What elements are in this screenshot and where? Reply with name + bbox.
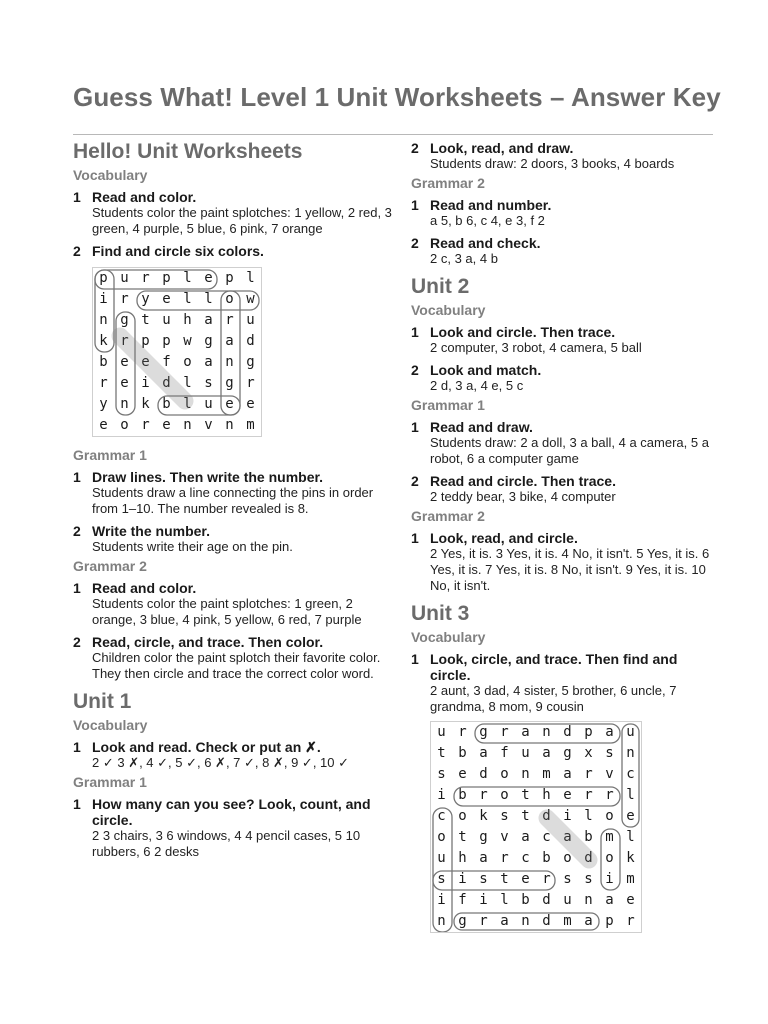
wordsearch-letter: i bbox=[479, 892, 488, 908]
wordsearch-letter: k bbox=[626, 850, 635, 866]
exercise-answer: Students color the paint splotches: 1 green, 2 orange, 3 blue, 4 pink, 5 yellow, 6 red, 7 purple bbox=[92, 596, 362, 627]
wordsearch-letter: a bbox=[605, 724, 614, 740]
exercise-instruction: Look, read, and circle. bbox=[430, 530, 578, 546]
wordsearch-letter: l bbox=[183, 291, 192, 307]
title-divider bbox=[73, 134, 713, 135]
wordsearch-letter: e bbox=[246, 396, 255, 412]
wordsearch-letter: r bbox=[500, 724, 509, 740]
wordsearch-letter: f bbox=[458, 892, 467, 908]
left-column bbox=[73, 140, 393, 860]
wordsearch-letter: u bbox=[246, 312, 255, 328]
wordsearch-letter: a bbox=[500, 913, 509, 929]
wordsearch-letter: a bbox=[225, 333, 234, 349]
exercise-answer: 2 Yes, it is. 3 Yes, it is. 4 No, it isn't. 5 Yes, it is. 6 Yes, it is. 7 Yes, it is. 8 No, it isn't. 9 Yes, it is. 10 No, it isn't. bbox=[430, 546, 710, 593]
exercise-number: 2 bbox=[73, 634, 81, 650]
wordsearch-letter: o bbox=[563, 850, 572, 866]
wordsearch-letter: b bbox=[162, 396, 171, 412]
exercise-instruction: Write the number. bbox=[92, 523, 210, 539]
exercise-number: 2 bbox=[411, 473, 419, 489]
wordsearch-letter: n bbox=[521, 766, 530, 782]
wordsearch-letter: r bbox=[605, 787, 614, 803]
exercise-item bbox=[411, 235, 711, 267]
unit2-grammar2-heading: Grammar 2 bbox=[411, 508, 485, 524]
wordsearch-letter: e bbox=[204, 270, 213, 286]
wordsearch-letter: i bbox=[141, 375, 150, 391]
wordsearch-letter: e bbox=[120, 354, 129, 370]
wordsearch-letter: d bbox=[246, 333, 255, 349]
wordsearch-letter: b bbox=[458, 745, 467, 761]
exercise-number: 2 bbox=[411, 362, 419, 378]
exercise-item bbox=[411, 530, 711, 594]
wordsearch-letter: l bbox=[204, 291, 213, 307]
wordsearch-letter: m bbox=[605, 829, 614, 845]
right-column bbox=[411, 140, 711, 943]
wordsearch-letter: r bbox=[542, 871, 551, 887]
wordsearch-letter: g bbox=[120, 312, 129, 328]
wordsearch-letter: n bbox=[120, 396, 129, 412]
wordsearch-letter: t bbox=[141, 312, 150, 328]
wordsearch-letter: c bbox=[626, 766, 635, 782]
exercise-item bbox=[73, 634, 393, 682]
wordsearch-letter: p bbox=[225, 270, 234, 286]
exercise-answer: Children color the paint splotch their favorite color. They then circle and trace the correct color word. bbox=[92, 650, 381, 681]
unit1-vocabulary-heading: Vocabulary bbox=[73, 717, 148, 733]
wordsearch-letter: r bbox=[500, 850, 509, 866]
wordsearch-letter: m bbox=[563, 913, 572, 929]
wordsearch-letter: r bbox=[479, 913, 488, 929]
wordsearch-letter: o bbox=[437, 829, 446, 845]
exercise-number: 1 bbox=[411, 651, 419, 667]
wordsearch-letter: b bbox=[99, 354, 108, 370]
exercise-number: 1 bbox=[73, 189, 81, 205]
wordsearch-letter: i bbox=[605, 871, 614, 887]
unit1-grammar1-heading: Grammar 1 bbox=[73, 774, 147, 790]
wordsearch-letter: g bbox=[563, 745, 572, 761]
wordsearch-letter: d bbox=[162, 375, 171, 391]
wordsearch-letter: r bbox=[246, 375, 255, 391]
wordsearch-letter: a bbox=[563, 766, 572, 782]
exercise-number: 1 bbox=[73, 739, 81, 755]
exercise-item bbox=[411, 362, 711, 394]
wordsearch-letter: b bbox=[458, 787, 467, 803]
wordsearch-letter: u bbox=[626, 724, 635, 740]
wordsearch-letter: p bbox=[99, 270, 108, 286]
exercise-instruction: Draw lines. Then write the number. bbox=[92, 469, 324, 485]
wordsearch-letter: s bbox=[563, 871, 572, 887]
exercise-instruction: Find and circle six colors. bbox=[92, 243, 264, 259]
wordsearch-letter: r bbox=[584, 787, 593, 803]
exercise-number: 2 bbox=[73, 523, 81, 539]
page-title: Guess What! Level 1 Unit Worksheets – Answer Key bbox=[73, 82, 721, 112]
exercise-item bbox=[73, 739, 393, 771]
wordsearch-letter: h bbox=[458, 850, 467, 866]
wordsearch-letter: a bbox=[521, 724, 530, 740]
exercise-instruction: How many can you see? Look, count, and circle. bbox=[92, 796, 371, 828]
wordsearch-letter: a bbox=[479, 850, 488, 866]
wordsearch-letter: m bbox=[626, 871, 635, 887]
wordsearch-letter: l bbox=[183, 270, 192, 286]
wordsearch-letter: f bbox=[162, 354, 171, 370]
wordsearch-letter: g bbox=[458, 913, 467, 929]
wordsearch-letter: n bbox=[437, 913, 446, 929]
wordsearch-letter: d bbox=[479, 766, 488, 782]
grammar2-heading: Grammar 2 bbox=[73, 558, 147, 574]
exercise-number: 2 bbox=[73, 243, 81, 259]
exercise-item bbox=[73, 243, 393, 259]
wordsearch-letter: l bbox=[500, 892, 509, 908]
wordsearch-letter: h bbox=[542, 787, 551, 803]
wordsearch-letter: u bbox=[204, 396, 213, 412]
wordsearch-letter: a bbox=[563, 829, 572, 845]
wordsearch-letter: t bbox=[437, 745, 446, 761]
wordsearch-letter: e bbox=[162, 417, 171, 433]
wordsearch-letter: c bbox=[542, 829, 551, 845]
exercise-answer: 2 aunt, 3 dad, 4 sister, 5 brother, 6 uncle, 7 grandma, 8 mom, 9 cousin bbox=[430, 683, 677, 714]
wordsearch-letter: r bbox=[458, 724, 467, 740]
wordsearch-letter: l bbox=[183, 375, 192, 391]
wordsearch-letter: o bbox=[458, 808, 467, 824]
wordsearch-letter: s bbox=[479, 871, 488, 887]
wordsearch-letter: o bbox=[500, 766, 509, 782]
wordsearch-letter: e bbox=[626, 892, 635, 908]
wordsearch-letter: e bbox=[458, 766, 467, 782]
wordsearch-letter: s bbox=[500, 808, 509, 824]
exercise-item bbox=[411, 473, 711, 505]
wordsearch-letter: r bbox=[120, 291, 129, 307]
wordsearch-letter: u bbox=[563, 892, 572, 908]
wordsearch-letter: p bbox=[605, 913, 614, 929]
wordsearch-letter: k bbox=[479, 808, 488, 824]
wordsearch-letter: i bbox=[99, 291, 108, 307]
wordsearch-letter: h bbox=[183, 312, 192, 328]
exercise-answer: 2 c, 3 a, 4 b bbox=[430, 251, 498, 266]
wordsearch-letter: s bbox=[204, 375, 213, 391]
exercise-answer: Students draw a line connecting the pins in order from 1–10. The number revealed is 8. bbox=[92, 485, 374, 516]
wordsearch-letter: e bbox=[99, 417, 108, 433]
wordsearch-letter: a bbox=[605, 892, 614, 908]
wordsearch-letter: l bbox=[626, 787, 635, 803]
exercise-item bbox=[411, 651, 711, 715]
wordsearch-letter: r bbox=[99, 375, 108, 391]
wordsearch-letter: c bbox=[437, 808, 446, 824]
exercise-answer: 2 computer, 3 robot, 4 camera, 5 ball bbox=[430, 340, 642, 355]
wordsearch-letter: o bbox=[120, 417, 129, 433]
exercise-instruction: Read and draw. bbox=[430, 419, 533, 435]
wordsearch-letter: d bbox=[563, 724, 572, 740]
wordsearch-letter: i bbox=[458, 871, 467, 887]
wordsearch-letter: d bbox=[542, 808, 551, 824]
exercise-instruction: Read, circle, and trace. Then color. bbox=[92, 634, 324, 650]
wordsearch-letter: a bbox=[584, 913, 593, 929]
wordsearch-letter: a bbox=[521, 829, 530, 845]
exercise-number: 1 bbox=[73, 580, 81, 596]
exercise-number: 1 bbox=[73, 796, 81, 812]
exercise-answer: 2 teddy bear, 3 bike, 4 computer bbox=[430, 489, 616, 504]
wordsearch-letter: t bbox=[521, 787, 530, 803]
wordsearch-letter: w bbox=[246, 291, 255, 307]
unit3-vocabulary-heading: Vocabulary bbox=[411, 629, 486, 645]
exercise-instruction: Look, read, and draw. bbox=[430, 140, 574, 156]
exercise-number: 1 bbox=[411, 324, 419, 340]
wordsearch-letter: v bbox=[500, 829, 509, 845]
hello-unit-heading: Hello! Unit Worksheets bbox=[73, 140, 303, 163]
wordsearch-letter: i bbox=[563, 808, 572, 824]
wordsearch-letter: n bbox=[183, 417, 192, 433]
wordsearch-letter: v bbox=[605, 766, 614, 782]
exercise-instruction: Read and circle. Then trace. bbox=[430, 473, 616, 489]
exercise-instruction: Look and match. bbox=[430, 362, 542, 378]
exercise-number: 2 bbox=[411, 235, 419, 251]
wordsearch-letter: r bbox=[141, 417, 150, 433]
wordsearch-letter: d bbox=[542, 892, 551, 908]
exercise-item bbox=[411, 140, 711, 172]
exercise-item bbox=[73, 189, 393, 237]
exercise-instruction: Look, circle, and trace. Then find and circle. bbox=[430, 651, 678, 683]
grammar2-heading: Grammar 2 bbox=[411, 175, 485, 191]
wordsearch-letter: a bbox=[479, 745, 488, 761]
wordsearch-letter: n bbox=[225, 354, 234, 370]
exercise-item bbox=[411, 419, 711, 467]
exercise-instruction: Read and number. bbox=[430, 197, 552, 213]
exercise-instruction: Read and check. bbox=[430, 235, 541, 251]
wordsearch-letter: g bbox=[479, 724, 488, 740]
wordsearch-letter: s bbox=[605, 745, 614, 761]
wordsearch-letter: g bbox=[246, 354, 255, 370]
grammar1-heading: Grammar 1 bbox=[73, 447, 147, 463]
wordsearch-letter: s bbox=[437, 871, 446, 887]
wordsearch-letter: p bbox=[141, 333, 150, 349]
wordsearch-letter: p bbox=[162, 333, 171, 349]
wordsearch-letter: e bbox=[563, 787, 572, 803]
wordsearch-letter: r bbox=[626, 913, 635, 929]
wordsearch-letter: r bbox=[479, 787, 488, 803]
exercise-item bbox=[411, 197, 711, 229]
unit2-heading: Unit 2 bbox=[411, 275, 470, 298]
exercise-answer: Students color the paint splotches: 1 yellow, 2 red, 3 green, 4 purple, 5 blue, 6 pink, 7 orange bbox=[92, 205, 392, 236]
wordsearch-letter: k bbox=[99, 333, 108, 349]
wordsearch-letter: o bbox=[500, 787, 509, 803]
wordsearch-letter: r bbox=[141, 270, 150, 286]
exercise-item bbox=[73, 469, 393, 517]
family-wordsearch bbox=[430, 721, 642, 933]
exercise-answer: 2 d, 3 a, 4 e, 5 c bbox=[430, 378, 524, 393]
wordsearch-letter: l bbox=[626, 829, 635, 845]
wordsearch-letter: o bbox=[605, 850, 614, 866]
wordsearch-letter: y bbox=[99, 396, 108, 412]
wordsearch-letter: v bbox=[204, 417, 213, 433]
exercise-number: 1 bbox=[73, 469, 81, 485]
unit2-grammar1-heading: Grammar 1 bbox=[411, 397, 485, 413]
unit2-vocabulary-heading: Vocabulary bbox=[411, 302, 486, 318]
wordsearch-letter: t bbox=[500, 871, 509, 887]
wordsearch-letter: o bbox=[605, 808, 614, 824]
wordsearch-letter: n bbox=[225, 417, 234, 433]
wordsearch-letter: u bbox=[521, 745, 530, 761]
wordsearch-letter: p bbox=[584, 724, 593, 740]
unit3-heading: Unit 3 bbox=[411, 602, 470, 625]
wordsearch-letter: i bbox=[437, 892, 446, 908]
exercise-number: 2 bbox=[411, 140, 419, 156]
wordsearch-letter: e bbox=[225, 396, 234, 412]
wordsearch-letter: b bbox=[542, 850, 551, 866]
wordsearch-letter: e bbox=[120, 375, 129, 391]
wordsearch-letter: s bbox=[584, 871, 593, 887]
wordsearch-letter: b bbox=[521, 892, 530, 908]
exercise-item bbox=[411, 324, 711, 356]
wordsearch-letter: r bbox=[225, 312, 234, 328]
exercise-instruction: Read and color. bbox=[92, 580, 197, 596]
wordsearch-letter: m bbox=[246, 417, 255, 433]
exercise-answer: a 5, b 6, c 4, e 3, f 2 bbox=[430, 213, 545, 228]
wordsearch-letter: w bbox=[183, 333, 192, 349]
exercise-answer: Students draw: 2 doors, 3 books, 4 boards bbox=[430, 156, 675, 171]
colors-wordsearch bbox=[92, 267, 262, 437]
wordsearch-letter: n bbox=[99, 312, 108, 328]
wordsearch-letter: t bbox=[458, 829, 467, 845]
wordsearch-letter: b bbox=[584, 829, 593, 845]
wordsearch-letter: a bbox=[204, 312, 213, 328]
wordsearch-letter: e bbox=[521, 871, 530, 887]
wordsearch-letter: n bbox=[542, 724, 551, 740]
wordsearch-letter: u bbox=[437, 724, 446, 740]
vocabulary-heading: Vocabulary bbox=[73, 167, 148, 183]
wordsearch-letter: y bbox=[141, 291, 150, 307]
wordsearch-letter: i bbox=[437, 787, 446, 803]
exercise-item bbox=[73, 796, 393, 860]
wordsearch-letter: c bbox=[521, 850, 530, 866]
wordsearch-letter: a bbox=[542, 745, 551, 761]
exercise-instruction: Read and color. bbox=[92, 189, 197, 205]
wordsearch-letter: o bbox=[183, 354, 192, 370]
wordsearch-letter: d bbox=[584, 850, 593, 866]
wordsearch-letter: u bbox=[162, 312, 171, 328]
wordsearch-letter: n bbox=[521, 913, 530, 929]
exercise-answer: 2 ✓ 3 ✗, 4 ✓, 5 ✓, 6 ✗, 7 ✓, 8 ✗, 9 ✓, 10 ✓ bbox=[92, 755, 350, 770]
wordsearch-letter: r bbox=[120, 333, 129, 349]
exercise-instruction: Look and circle. Then trace. bbox=[430, 324, 616, 340]
wordsearch-letter: o bbox=[225, 291, 234, 307]
wordsearch-letter: l bbox=[584, 808, 593, 824]
wordsearch-letter: e bbox=[141, 354, 150, 370]
wordsearch-letter: n bbox=[626, 745, 635, 761]
unit1-heading: Unit 1 bbox=[73, 690, 132, 713]
exercise-answer: Students write their age on the pin. bbox=[92, 539, 293, 554]
wordsearch-letter: l bbox=[183, 396, 192, 412]
wordsearch-letter: d bbox=[542, 913, 551, 929]
wordsearch-letter: l bbox=[246, 270, 255, 286]
wordsearch-letter: e bbox=[626, 808, 635, 824]
wordsearch-letter: e bbox=[162, 291, 171, 307]
wordsearch-letter: t bbox=[521, 808, 530, 824]
wordsearch-letter: u bbox=[437, 850, 446, 866]
wordsearch-letter: a bbox=[204, 354, 213, 370]
wordsearch-letter: g bbox=[225, 375, 234, 391]
exercise-answer: 2 3 chairs, 3 6 windows, 4 4 pencil cases, 5 10 rubbers, 6 2 desks bbox=[92, 828, 361, 859]
wordsearch-letter: g bbox=[479, 829, 488, 845]
wordsearch-letter: s bbox=[437, 766, 446, 782]
exercise-number: 1 bbox=[411, 419, 419, 435]
wordsearch-letter: x bbox=[584, 745, 593, 761]
wordsearch-letter: m bbox=[542, 766, 551, 782]
wordsearch-letter: n bbox=[584, 892, 593, 908]
wordsearch-letter: k bbox=[141, 396, 150, 412]
exercise-answer: Students draw: 2 a doll, 3 a ball, 4 a camera, 5 a robot, 6 a computer game bbox=[430, 435, 709, 466]
exercise-instruction: Look and read. Check or put an ✗. bbox=[92, 739, 321, 755]
exercise-number: 1 bbox=[411, 530, 419, 546]
exercise-number: 1 bbox=[411, 197, 419, 213]
exercise-item bbox=[73, 523, 393, 555]
wordsearch-letter: p bbox=[162, 270, 171, 286]
wordsearch-letter: r bbox=[584, 766, 593, 782]
wordsearch-letter: u bbox=[120, 270, 129, 286]
wordsearch-letter: g bbox=[204, 333, 213, 349]
wordsearch-letter: f bbox=[500, 745, 509, 761]
exercise-item bbox=[73, 580, 393, 628]
